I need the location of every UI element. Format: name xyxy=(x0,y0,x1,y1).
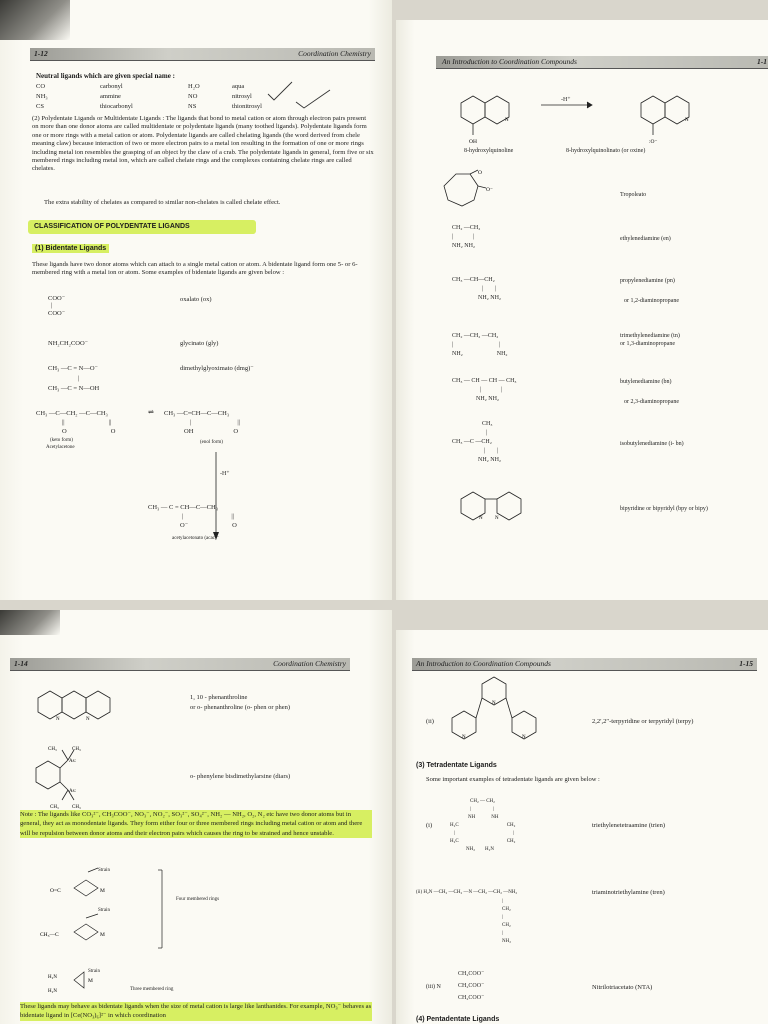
strain-label-3: Strain xyxy=(88,969,100,974)
svg-text:As:: As: xyxy=(69,789,76,794)
svg-text:OH: OH xyxy=(469,139,477,145)
running-head-title: Coordination Chemistry xyxy=(273,659,346,668)
svg-text:CH₃: CH₃ xyxy=(72,805,81,810)
page-curl-shadow xyxy=(0,610,60,635)
chelate-effect-line: The extra stability of chelates as compared to similar non-chelates is called chelate effect. xyxy=(44,199,281,206)
page-1-15 xyxy=(396,630,768,1024)
ligand-en: ethylenediamine (en) xyxy=(620,236,671,242)
tren-branch: | CH₂ | CH₂ | NH₂ xyxy=(502,899,511,944)
svg-text:H₂N: H₂N xyxy=(48,975,57,980)
bidentate-paragraph: These ligands have two donor atoms which can attach to a single metal cation or atom. A bidentate ligand form one 5- or 6- membered ring with a metal ion or atom. Some examples of bidentate ligands are given below : xyxy=(32,261,358,277)
tetradentate-intro: Some important examples of tetradentate ligands are given below : xyxy=(426,776,600,783)
terpyridine-structure xyxy=(442,674,552,754)
svg-text:As:: As: xyxy=(69,759,76,764)
svg-text:CH₃: CH₃ xyxy=(48,747,57,752)
phen-alt-name: or o- phenanthroline (o- phen or phen) xyxy=(190,704,290,711)
diars-name: o- phenylene bisdimethylarsine (diars) xyxy=(190,773,291,780)
equilibrium-arrow: ⇌ xyxy=(148,408,154,416)
running-header xyxy=(436,56,768,69)
ligand-ibn: isobutylenediamine (i- bn) xyxy=(620,441,684,447)
page-number: 1-1 xyxy=(757,57,767,66)
page-1-12: 1-12 Coordination Chemistry Neutral ligands which are given special name : CO carbonyl H₂O aqua NH₃ ammine NO nitrosyl CS thiocarbonyl NS thionitrosyl (2) Polydentate Ligands or Multidentate Ligands : The ligands that bond to metal cation or atom through electron pairs present on more than one donor atoms are called multidentate or polydentate ligands (many toothed ligands). Polydentate ligands form one or more rings with a metal cation or atom. Polydentate ligands are called chelating ligands (the word derived from chele meaning claw) because interaction of two or more electron pairs to a metal ion resulting in the formation of one or more rings including metal ion resembles the grasping of an object by the claw of a crab. The polydentate ligands in general, form five or six membered rings including metal ion, which are called chelate rings and the complexes containing chelate rings are called chelates. The extra stability of chelates as compared to similar non-chelates is called chelate effect. CLASSIFICATION OF POLYDENTATE LIGANDS (1) Bidentate Ligands These ligands have two donor atoms which can attach to a single metal cation or atom. A bidentate ligand form one 5- or 6- membered ring with a metal ion or atom. Some examples of bidentate ligands are given below : COO⁻ | COO⁻ oxalato (ox) NH₂CH₂COO⁻ glycinato (gly) CH₃ —C = N—O⁻ | CH₃ —C = N—OH dimethylglyoximato (dmg)⁻ CH₃ —C—CH₂ —C—CH₃ || || O O (keto form) Acetylacetone ⇌ CH₃ —C=CH—C—CH₃ | || OH O (enol form) -H⁺ CH₃ — C = CH—C—CH₃ | || O⁻ O acetylacetonato (acac)⁻ xyxy=(0,0,392,600)
svg-text:N: N xyxy=(462,735,466,740)
ibn-structure: CH₃ | CH₃ —C —CH₂ | | NH₂ NH₂ xyxy=(452,421,502,463)
svg-text:CH₃: CH₃ xyxy=(50,805,59,810)
ligand-pn-alt: or 1,2-diaminopropane xyxy=(624,298,679,304)
enol-label: (enol form) xyxy=(200,440,223,445)
glycinato-name: glycinato (gly) xyxy=(180,340,219,347)
neutral-ligands-heading: Neutral ligands which are given special name : xyxy=(36,72,175,80)
acetylacetone-label: Acetylacetone xyxy=(46,445,75,450)
nta-name: Nitrilotriacetato (NTA) xyxy=(592,984,653,991)
lanthanide-paragraph: These ligands may behave as bidentate ligands when the size of metal cation is large like lanthanides. For example, NO₃⁻ behaves as bidentate ligand in [Ce(NO₃)₆]²⁻ in which coordination xyxy=(20,1003,372,1020)
svg-text::O⁻: :O⁻ xyxy=(649,139,658,145)
ligand-bipy: bipyridine or bipyridyl (bpy or bipy) xyxy=(620,506,708,512)
svg-text:O⁻: O⁻ xyxy=(486,187,493,193)
nta-arm-2: CH₂COO⁻ xyxy=(458,983,485,989)
svg-text:N: N xyxy=(505,118,509,123)
ligand-bn: butylenediamine (bn) xyxy=(620,379,672,385)
running-header xyxy=(412,658,757,671)
four-membered-label: Four membered rings xyxy=(176,897,220,902)
ligand-tn: trimethylenediamine (tn) xyxy=(620,333,680,339)
svg-text:O: O xyxy=(478,170,482,176)
running-head-title: An Introduction to Coordination Compounds xyxy=(442,57,577,66)
running-head-title: Coordination Chemistry xyxy=(298,49,371,58)
page-number: 1-12 xyxy=(34,49,48,58)
nta-item: (iii) N xyxy=(426,984,441,990)
svg-text:M: M xyxy=(100,932,105,938)
oxalato-name: oxalato (ox) xyxy=(180,296,212,303)
oxinate-label: 8-hydroxylquinolinato (or oxine) xyxy=(566,148,646,154)
three-membered-label: Three membered ring xyxy=(130,987,174,992)
tetradentate-heading: (3) Tetradentate Ligands xyxy=(416,762,497,769)
ligand-tn-alt: or 1,3-diaminopropane xyxy=(620,341,675,347)
trien-structure: CH₂ — CH₂ | | NH NH H₂C CH₂ | | H₂C CH₂ NH₂ H₂N xyxy=(450,799,516,852)
keto-label: (keto form) xyxy=(50,438,73,443)
terpy-name: 2,2′,2″-terpyridine or terpyridyl (terpy) xyxy=(592,718,694,725)
acac-anion-structure: CH₃ — C = CH—C—CH₃ | || O⁻ O xyxy=(148,504,237,529)
item-i-label: (i) xyxy=(426,822,433,829)
polydentate-paragraph: (2) Polydentate Ligands or Multidentate Ligands : The ligands that bond to metal cation or atom through electron pairs present on more than one donor atoms are called multidentate or polydentate ligands (many toothed ligands). Polydentate ligands form one or more rings with a metal cation or atom. Polydentate ligands are called chelating ligands (the word derived from chele meaning claw) because interaction of two or more electron pairs to a metal ion resulting in the formation of one or more rings including metal ion resembles the grasping of an object by the claw of a crab. The polydentate ligands in general, form five or six membered rings including metal ion, which are called chelate rings and the complexes containing chelate rings are called chelates. xyxy=(32,115,374,173)
minus-h-label-1: -H⁺ xyxy=(220,471,230,477)
page-number: 1-15 xyxy=(739,659,753,668)
svg-text:N: N xyxy=(479,516,483,521)
running-head-title: An Introduction to Coordination Compounds xyxy=(416,659,551,668)
svg-text:O=C: O=C xyxy=(50,888,61,894)
ligand-bn-alt: or 2,3-diaminopropane xyxy=(624,399,679,405)
dmg-name: dimethylglyoximato (dmg)⁻ xyxy=(180,365,254,372)
strain-label-1: Strain xyxy=(98,868,110,873)
bn-structure: CH₃ — CH — CH — CH₃ | | NH₂ NH₂ xyxy=(452,378,517,402)
strain-label-2: Strain xyxy=(98,908,110,913)
acac-anion-label: acetylacetonato (acac)⁻ xyxy=(172,536,220,541)
tn-structure: CH₂ —CH₂ —CH₂ | | NH₂ NH₂ xyxy=(452,333,508,357)
en-structure: CH₂ —CH₂ | | NH₂ NH₂ xyxy=(452,225,481,249)
svg-text:CH₃: CH₃ xyxy=(72,747,81,752)
svg-text:N: N xyxy=(495,516,499,521)
note-paragraph: Note : The ligands like CO₃²⁻, CH₃COO⁻, NO₃⁻, NO₂⁻, SO₃²⁻, SO₄²⁻, NH₂ — NH₂, O₂, N₂ etc have two donor atoms but in general, they act as monodentate ligands. They form either four or three membered rings including metal cation or atom and there will be repulsion between donor atoms and their electron pairs which causes the ring to be strained and hence unstable. xyxy=(20,810,372,838)
bipyridine-structure xyxy=(451,485,551,535)
svg-text:M: M xyxy=(100,888,105,894)
nta-arm-3: CH₂COO⁻ xyxy=(458,995,485,1001)
oxine-reaction-structures xyxy=(441,85,768,155)
svg-text:H₂N: H₂N xyxy=(48,989,57,994)
svg-text:N: N xyxy=(492,701,496,706)
nta-arm-1: CH₂COO⁻ xyxy=(458,971,485,977)
phen-name: 1, 10 - phenanthroline xyxy=(190,694,248,701)
svg-text:CH₃—C: CH₃—C xyxy=(40,932,59,938)
acac-enol-structure: CH₃ —C=CH—C—CH₃ | || OH O xyxy=(164,410,240,435)
pentadentate-heading: (4) Pentadentate Ligands xyxy=(416,1016,500,1023)
tren-formula: (ii) H₂N —CH₂ —CH₂ —N —CH₂ —CH₂ —NH₂ xyxy=(416,890,518,895)
ligand-pn: propylenediamine (pn) xyxy=(620,278,675,284)
tropolonate-structure xyxy=(436,170,496,220)
handwritten-checkmarks xyxy=(268,80,348,110)
svg-text:N: N xyxy=(86,717,90,722)
dmg-structure: CH₃ —C = N—O⁻ | CH₃ —C = N—OH xyxy=(48,365,100,392)
trien-name: triethylenetetraamine (trien) xyxy=(592,822,666,829)
running-header xyxy=(10,658,350,671)
svg-text:N: N xyxy=(685,118,689,123)
pn-structure: CH₃ —CH—CH₂ | | NH₂ NH₂ xyxy=(452,277,502,301)
phenanthroline-structure xyxy=(28,678,128,728)
page-1-14 xyxy=(0,610,392,1024)
glycinato-formula: NH₂CH₂COO⁻ xyxy=(48,340,89,347)
bidentate-heading: (1) Bidentate Ligands xyxy=(32,244,109,253)
item-ii-label: (ii) xyxy=(426,718,434,725)
tropolonato-name: Tropoleato xyxy=(620,192,647,198)
oxalate-structure: COO⁻ | COO⁻ xyxy=(48,295,66,317)
acac-keto-structure: CH₃ —C—CH₂ —C—CH₃ || || O O xyxy=(36,410,116,435)
svg-text:M: M xyxy=(88,978,93,984)
page-curl-shadow xyxy=(0,0,70,40)
diars-structure xyxy=(28,738,108,818)
svg-text:N: N xyxy=(56,717,60,722)
minus-h-label-2: -H⁺ xyxy=(561,97,571,103)
svg-text:N: N xyxy=(522,735,526,740)
page-number: 1-14 xyxy=(14,659,28,668)
running-header xyxy=(30,48,375,61)
oxine-label: 8-hydroxylquinoline xyxy=(464,148,514,154)
tren-name: triaminotriethylamine (tren) xyxy=(592,889,665,896)
page-1-13 xyxy=(396,20,768,600)
classification-heading: CLASSIFICATION OF POLYDENTATE LIGANDS xyxy=(28,220,256,234)
